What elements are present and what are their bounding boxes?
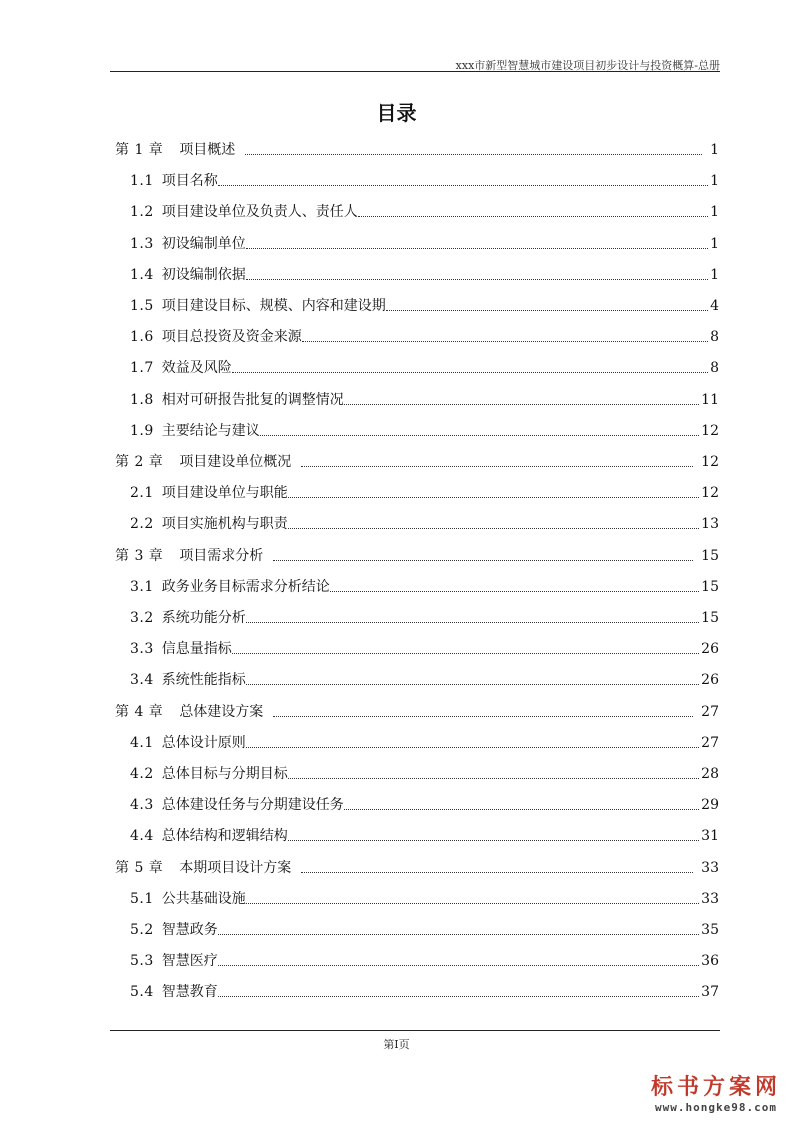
toc-chapter-entry[interactable] bbox=[115, 447, 719, 478]
toc-entry-number: 1.9 bbox=[130, 422, 154, 439]
toc-dot-leader bbox=[246, 279, 708, 280]
toc-entry-title: 总体建设任务与分期建设任务 bbox=[161, 797, 344, 814]
toc-dot-leader bbox=[273, 560, 693, 561]
toc-entry-title: 智慧医疗 bbox=[161, 953, 218, 970]
toc-entry-number: 1.4 bbox=[130, 266, 154, 283]
toc-dot-leader bbox=[344, 404, 699, 405]
toc-entry-number: 第 4 章 bbox=[115, 703, 164, 720]
toc-entry-page: 13 bbox=[701, 516, 719, 533]
toc-entry-title: 智慧教育 bbox=[161, 984, 218, 1001]
toc-entry-number: 3.2 bbox=[130, 610, 154, 626]
toc-dot-leader bbox=[218, 996, 699, 997]
toc-chapter-entry[interactable] bbox=[115, 853, 719, 884]
toc-dot-leader bbox=[245, 154, 702, 155]
toc-entry-number: 1.1 bbox=[130, 173, 154, 190]
toc-dot-leader bbox=[301, 466, 693, 467]
watermark-url-text: www.hongke98.com bbox=[655, 1101, 777, 1114]
toc-section-entry[interactable] bbox=[130, 572, 719, 603]
toc-entry-page: 1 bbox=[710, 204, 719, 221]
toc-section-entry[interactable] bbox=[130, 665, 719, 696]
toc-section-entry[interactable] bbox=[130, 759, 719, 790]
toc-entry-page: 11 bbox=[701, 391, 719, 408]
watermark-main-text: 标书方案网 bbox=[650, 1075, 781, 1100]
toc-entry-title: 项目建设单位与职能 bbox=[161, 485, 288, 502]
toc-dot-leader bbox=[288, 528, 699, 529]
toc-section-entry[interactable] bbox=[130, 790, 719, 821]
toc-dot-leader bbox=[246, 684, 699, 685]
toc-entry-page: 1 bbox=[710, 235, 719, 252]
page-header bbox=[110, 0, 720, 72]
toc-entry-number: 1.8 bbox=[130, 391, 154, 408]
toc-entry-page: 12 bbox=[701, 422, 719, 439]
toc-section-entry[interactable] bbox=[130, 977, 719, 1008]
toc-entry-number: 第 5 章 bbox=[115, 859, 164, 876]
toc-entry-title: 政务业务目标需求分析结论 bbox=[161, 578, 330, 595]
toc-entry-page: 15 bbox=[701, 547, 719, 564]
toc-section-entry[interactable] bbox=[130, 353, 719, 384]
toc-dot-leader bbox=[330, 591, 699, 592]
toc-entry-number: 第 1 章 bbox=[115, 142, 164, 158]
toc-section-entry[interactable] bbox=[130, 229, 719, 260]
toc-entry-number: 3.1 bbox=[130, 578, 154, 595]
toc-section-entry[interactable] bbox=[130, 728, 719, 759]
toc-entry-page: 31 bbox=[701, 828, 719, 845]
toc-section-entry[interactable] bbox=[130, 915, 719, 946]
toc-entry-number: 第 3 章 bbox=[115, 547, 164, 564]
toc-entry-number: 4.2 bbox=[130, 766, 154, 782]
toc-entry-number: 1.3 bbox=[130, 235, 154, 252]
toc-entry-number: 5.1 bbox=[130, 890, 154, 907]
toc-entry-page: 12 bbox=[701, 485, 719, 502]
toc-entry-title: 项目建设单位及负责人、责任人 bbox=[161, 204, 358, 221]
toc-entry-title: 本期项目设计方案 bbox=[179, 859, 292, 876]
toc-entry-title: 初设编制依据 bbox=[161, 266, 246, 283]
toc-entry-page: 33 bbox=[701, 859, 719, 876]
toc-entry-title: 效益及风险 bbox=[161, 360, 232, 377]
toc-dot-leader bbox=[246, 747, 699, 748]
toc-entry-number: 5.2 bbox=[130, 922, 154, 938]
toc-dot-leader bbox=[386, 310, 708, 311]
toc-dot-leader bbox=[288, 778, 699, 779]
toc-section-entry[interactable] bbox=[130, 291, 719, 322]
toc-entry-title: 系统功能分析 bbox=[161, 610, 246, 626]
page-number: 第I页 bbox=[383, 1038, 410, 1051]
toc-chapter-entry[interactable] bbox=[115, 541, 719, 572]
toc-dot-leader bbox=[302, 341, 708, 342]
toc-entry-page: 8 bbox=[710, 329, 719, 346]
toc-chapter-entry[interactable] bbox=[115, 135, 719, 166]
toc-entry-page: 26 bbox=[701, 672, 719, 689]
toc-section-entry[interactable] bbox=[130, 322, 719, 353]
toc-entry-title: 公共基础设施 bbox=[161, 890, 246, 907]
toc-section-entry[interactable] bbox=[130, 821, 719, 852]
toc-entry-title: 信息量指标 bbox=[161, 641, 232, 658]
toc-entry-title: 总体目标与分期目标 bbox=[161, 766, 288, 782]
toc-dot-leader bbox=[246, 622, 699, 623]
toc-section-entry[interactable] bbox=[130, 416, 719, 447]
toc-entry-number: 3.3 bbox=[130, 641, 154, 658]
toc-dot-leader bbox=[358, 216, 708, 217]
toc-entry-title: 项目总投资及资金来源 bbox=[161, 329, 302, 346]
toc-section-entry[interactable] bbox=[130, 946, 719, 977]
toc-section-entry[interactable] bbox=[130, 385, 719, 416]
toc-entry-page: 35 bbox=[701, 922, 719, 938]
toc-dot-leader bbox=[218, 965, 699, 966]
toc-entry-number: 1.5 bbox=[130, 298, 154, 314]
toc-dot-leader bbox=[260, 435, 699, 436]
toc-entry-number: 1.2 bbox=[130, 204, 154, 221]
toc-entry-page: 4 bbox=[710, 298, 719, 314]
toc-entry-number: 第 2 章 bbox=[115, 454, 164, 470]
toc-dot-leader bbox=[344, 809, 699, 810]
toc-entry-title: 项目需求分析 bbox=[179, 547, 264, 564]
toc-entry-number: 2.2 bbox=[130, 516, 154, 533]
header-text: xxx市新型智慧城市建设项目初步设计与投资概算-总册 bbox=[455, 59, 720, 72]
toc-entry-number: 5.3 bbox=[130, 953, 154, 970]
toc-section-entry[interactable] bbox=[130, 603, 719, 634]
toc-entry-title: 项目实施机构与职责 bbox=[161, 516, 288, 533]
footer-rule bbox=[110, 1030, 720, 1031]
toc-section-entry[interactable] bbox=[130, 478, 719, 509]
toc-entry-page: 28 bbox=[701, 766, 719, 782]
toc-entry-page: 33 bbox=[701, 890, 719, 907]
toc-entry-number: 4.3 bbox=[130, 797, 154, 814]
toc-entry-title: 相对可研报告批复的调整情况 bbox=[161, 391, 344, 408]
toc-section-entry[interactable] bbox=[130, 197, 719, 228]
toc-entry-title: 项目建设单位概况 bbox=[179, 454, 292, 470]
toc-entry-number: 2.1 bbox=[130, 485, 154, 502]
toc-entry-title: 总体结构和逻辑结构 bbox=[161, 828, 288, 845]
watermark-logo bbox=[651, 1070, 781, 1114]
toc-section-entry[interactable] bbox=[130, 166, 719, 197]
toc-entry-title: 项目建设目标、规模、内容和建设期 bbox=[161, 298, 386, 314]
toc-entry-page: 27 bbox=[701, 734, 719, 751]
toc-dot-leader bbox=[232, 653, 699, 654]
toc-entry-title: 总体建设方案 bbox=[179, 703, 264, 720]
toc-entry-page: 1 bbox=[710, 266, 719, 283]
toc-entry-title: 项目概述 bbox=[179, 142, 236, 158]
toc-entry-number: 5.4 bbox=[130, 984, 154, 1001]
toc-entry-page: 36 bbox=[701, 953, 719, 970]
toc-dot-leader bbox=[301, 872, 693, 873]
toc-section-entry[interactable] bbox=[130, 509, 719, 540]
toc-dot-leader bbox=[232, 372, 708, 373]
toc-entry-title: 主要结论与建议 bbox=[161, 422, 260, 439]
toc-section-entry[interactable] bbox=[130, 884, 719, 915]
toc-entry-number: 4.1 bbox=[130, 734, 154, 751]
toc-dot-leader bbox=[273, 716, 693, 717]
toc-dot-leader bbox=[288, 840, 699, 841]
toc-entry-title: 智慧政务 bbox=[161, 922, 218, 938]
toc-entry-page: 1 bbox=[710, 173, 719, 190]
toc-entry-page: 29 bbox=[701, 797, 719, 814]
toc-entry-title: 系统性能指标 bbox=[161, 672, 246, 689]
toc-entry-page: 12 bbox=[701, 454, 719, 470]
toc-entry-page: 1 bbox=[710, 142, 719, 158]
toc-entry-page: 26 bbox=[701, 641, 719, 658]
toc-entry-page: 8 bbox=[710, 360, 719, 377]
toc-entry-page: 37 bbox=[701, 984, 719, 1001]
toc-dot-leader bbox=[218, 185, 708, 186]
toc-dot-leader bbox=[246, 903, 699, 904]
toc-dot-leader bbox=[218, 934, 699, 935]
toc-entry-page: 27 bbox=[701, 703, 719, 720]
toc-entry-title: 总体设计原则 bbox=[161, 734, 246, 751]
toc-entry-number: 1.7 bbox=[130, 360, 154, 377]
toc-entry-number: 3.4 bbox=[130, 672, 154, 689]
page-title: 目录 bbox=[376, 101, 417, 125]
toc-chapter-entry[interactable] bbox=[115, 697, 719, 728]
toc-entry-page: 15 bbox=[701, 578, 719, 595]
toc-entry-number: 4.4 bbox=[130, 828, 154, 845]
toc-entry-page: 15 bbox=[701, 610, 719, 626]
toc-section-entry[interactable] bbox=[130, 260, 719, 291]
toc-section-entry[interactable] bbox=[130, 634, 719, 665]
toc-dot-leader bbox=[246, 248, 708, 249]
toc-entry-title: 项目名称 bbox=[161, 173, 218, 190]
toc-entry-title: 初设编制单位 bbox=[161, 235, 246, 252]
toc-entry-number: 1.6 bbox=[130, 329, 154, 346]
toc-dot-leader bbox=[288, 497, 699, 498]
